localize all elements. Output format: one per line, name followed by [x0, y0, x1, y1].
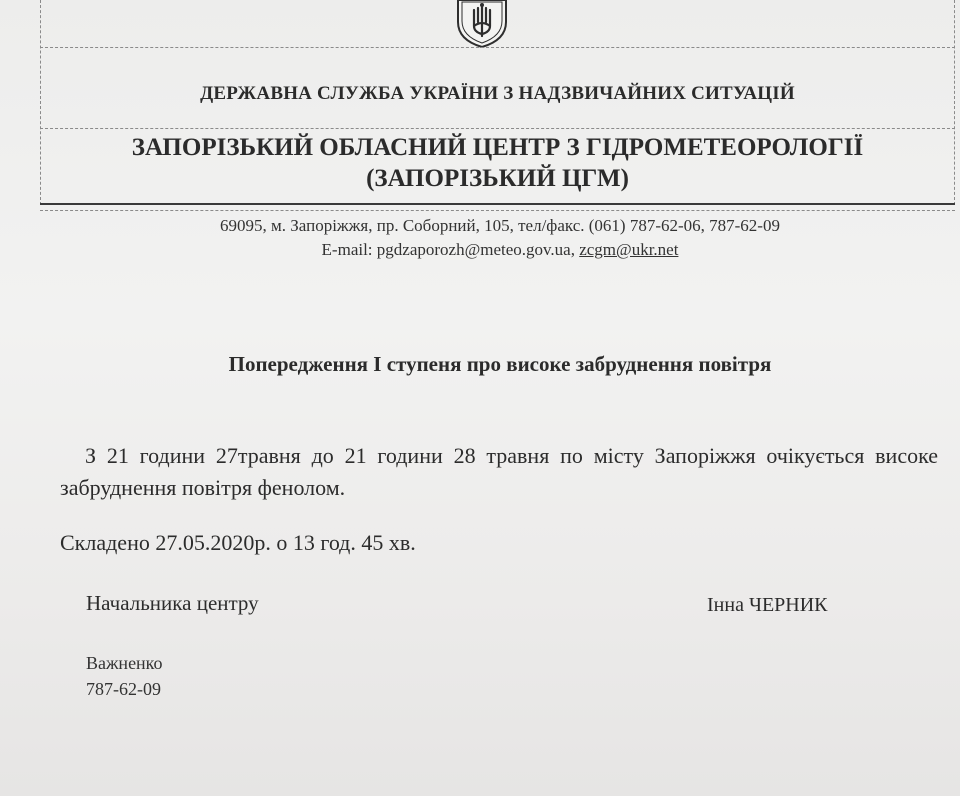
composed-date: Складено 27.05.2020р. о 13 год. 45 хв. [60, 530, 416, 555]
body-paragraph: З 21 години 27травня до 21 години 28 травня по місту Запоріжжя очікується високе забруднення повітря фенолом. [60, 443, 938, 500]
executor-name: Важненко [86, 653, 163, 673]
contact-block [60, 214, 940, 262]
document-body [60, 440, 938, 504]
email-link[interactable]: zcgm@ukr.net [579, 240, 679, 259]
organization-name-line: ЗАПОРІЗЬКИЙ ОБЛАСНИЙ ЦЕНТР З ГІДРОМЕТЕОРОЛОГІЇ [131, 134, 864, 161]
executor-block [86, 650, 163, 702]
coat-of-arms-icon [452, 0, 512, 48]
divider [40, 210, 955, 211]
address-line: 69095, м. Запоріжжя, пр. Соборний, 105, тел/факс. (061) 787-62-06, 787-62-09 [220, 216, 780, 235]
signer-name: Інна ЧЕРНИК [707, 594, 828, 616]
email-line [60, 238, 940, 262]
divider [40, 47, 955, 48]
executor-phone: 787-62-09 [86, 679, 161, 699]
organization-abbreviation: (ЗАПОРІЗЬКИЙ ЦГМ) [366, 165, 629, 192]
email-label: E-mail: [321, 240, 377, 259]
divider [40, 128, 955, 129]
email-separator: , [570, 240, 580, 259]
signer-position: Начальника центру [86, 591, 259, 615]
department-name: ДЕРЖАВНА СЛУЖБА УКРАЇНИ З НАДЗВИЧАЙНИХ СИТУАЦІЙ [200, 83, 795, 104]
organization-name [40, 132, 955, 194]
document-title: Попередження І ступеня про високе забруднення повітря [228, 352, 772, 376]
email-link[interactable]: pgdzaporozh@meteo.gov.ua [376, 240, 571, 259]
divider [40, 203, 955, 205]
